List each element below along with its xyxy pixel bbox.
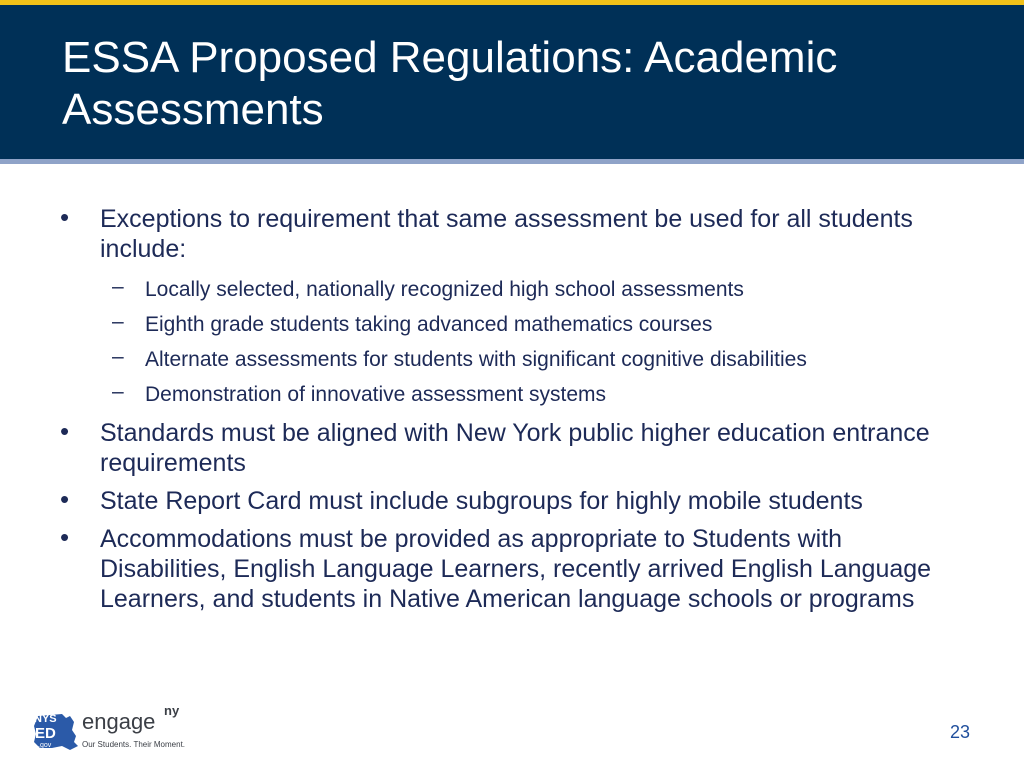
bullet-item-exceptions — [60, 204, 960, 264]
bullet-text: Accommodations must be provided as appropriate to Students with Disabilities, English Language Learners, recently arrived English Language Learners, and students in Native American language schools or programs — [100, 525, 932, 613]
nys-label: NYS — [34, 713, 57, 725]
bullet-item-report-card — [60, 486, 960, 516]
bullet-text: Standards must be aligned with New York public higher education entrance requirements — [100, 419, 930, 477]
bullet-item-standards — [60, 418, 960, 478]
sub-bullet-item — [60, 272, 960, 307]
sub-bullet-text: Eighth grade students taking advanced mathematics courses — [145, 313, 713, 336]
dash-marker-icon: – — [112, 345, 124, 368]
dash-marker-icon: – — [112, 275, 124, 298]
sub-bullet-item — [60, 342, 960, 377]
sub-bullet-text: Locally selected, nationally recognized high school assessments — [145, 278, 744, 301]
ed-label: ED — [35, 725, 56, 742]
sub-bullet-item — [60, 377, 960, 412]
title-banner — [0, 5, 1024, 159]
ny-superscript: ny — [164, 703, 180, 718]
page-number: 23 — [949, 722, 970, 742]
engage-wordmark: engage — [82, 709, 156, 734]
sub-bullet-list — [60, 272, 960, 412]
bullet-marker-icon: • — [60, 416, 70, 446]
bullet-marker-icon: • — [60, 484, 70, 514]
title-banner-rule — [0, 159, 1024, 164]
logo-tagline: Our Students. Their Moment. — [82, 740, 186, 749]
engageny-logo — [16, 704, 206, 760]
sub-bullet-text: Demonstration of innovative assessment systems — [145, 383, 607, 406]
gov-label: .gov — [38, 742, 52, 749]
sub-bullet-item — [60, 307, 960, 342]
bullet-item-accommodations — [60, 524, 960, 614]
bullet-text: State Report Card must include subgroups for highly mobile students — [100, 487, 863, 515]
bullet-text: Exceptions to requirement that same assessment be used for all students include: — [100, 205, 913, 263]
bullet-list — [60, 204, 960, 622]
bullet-marker-icon: • — [60, 202, 70, 232]
bullet-marker-icon: • — [60, 522, 70, 552]
slide-title: ESSA Proposed Regulations: Academic Assessments — [62, 33, 838, 134]
dash-marker-icon: – — [112, 380, 124, 403]
sub-bullet-text: Alternate assessments for students with significant cognitive disabilities — [145, 348, 807, 371]
dash-marker-icon: – — [112, 310, 124, 333]
